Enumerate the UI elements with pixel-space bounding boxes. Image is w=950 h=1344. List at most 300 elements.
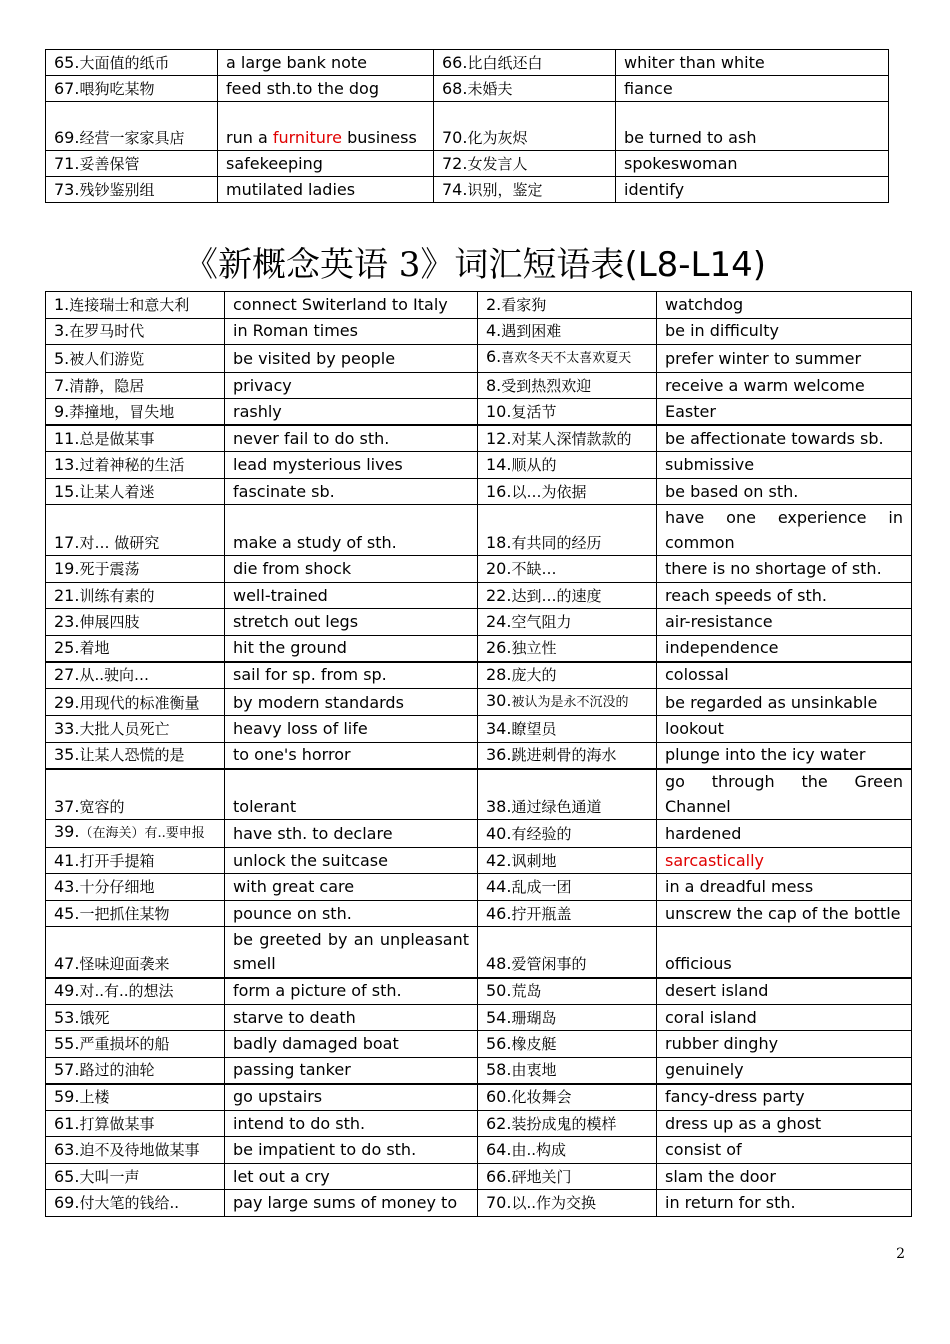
chinese-term: 装扮成鬼的模样 (511, 1114, 617, 1133)
chinese-term: 空气阻力 (511, 613, 572, 631)
item-number: 11. (54, 428, 80, 448)
english-term: be greeted by an unpleasant smell (233, 929, 469, 974)
chinese-term-cell (478, 847, 657, 874)
item-number: 70. (486, 1193, 512, 1213)
chinese-term: 爱管闲事的 (511, 955, 587, 974)
chinese-term: 讽刺地 (511, 851, 557, 870)
chinese-term-cell (478, 1137, 657, 1164)
english-term-cell (225, 978, 478, 1005)
item-number: 65. (54, 1166, 80, 1186)
vocab-row (46, 1110, 912, 1137)
item-number: 57. (54, 1060, 80, 1080)
item-number: 19. (54, 559, 80, 578)
item-number: 42. (486, 850, 512, 870)
item-number: 18. (486, 532, 512, 552)
chinese-term-cell (46, 318, 225, 345)
vocab-row (46, 820, 912, 848)
chinese-term-cell (46, 847, 225, 874)
chinese-term: 饿死 (79, 1008, 110, 1027)
english-term: run a (226, 127, 273, 147)
chinese-term: 上楼 (79, 1088, 110, 1107)
chinese-term-cell (46, 151, 218, 177)
english-term: there is no shortage of sth. (665, 559, 882, 578)
chinese-term-cell (478, 927, 657, 978)
english-term-cell (657, 1084, 912, 1111)
chinese-term: 大叫一声 (79, 1167, 140, 1186)
chinese-term-cell (46, 635, 225, 662)
chinese-term: 珊瑚岛 (511, 1008, 557, 1027)
english-term-cell (657, 1031, 912, 1058)
item-number: 25. (54, 638, 80, 657)
chinese-term: 对某人深情款款的 (511, 429, 632, 448)
vocab-row (46, 609, 912, 636)
vocab-row-group (46, 1084, 912, 1217)
english-term-cell (657, 874, 912, 901)
english-term: slam the door (665, 1166, 776, 1186)
chinese-term: 十分仔细地 (79, 878, 155, 897)
english-term-cell (225, 505, 478, 556)
english-term: rubber dinghy (665, 1034, 779, 1054)
chinese-term: 以…为依据 (511, 482, 587, 501)
chinese-term: 让某人恐慌的是 (79, 746, 185, 765)
english-term-cell (657, 847, 912, 874)
chinese-term-cell (46, 874, 225, 901)
english-term-cell (657, 742, 912, 769)
item-number: 38. (486, 796, 512, 816)
item-number: 39. (54, 822, 80, 842)
english-term-cell (657, 820, 912, 848)
chinese-term-cell (478, 478, 657, 505)
chinese-term-cell (46, 1163, 225, 1190)
title-lessons: (L8-L14) (624, 245, 767, 285)
chinese-term-cell (46, 820, 225, 848)
english-term-cell (225, 635, 478, 662)
item-number: 47. (54, 954, 80, 974)
chinese-term-cell (478, 635, 657, 662)
english-term: be impatient to do sth. (233, 1140, 417, 1160)
continued-vocab-table (45, 49, 889, 203)
chinese-term-cell (46, 102, 218, 151)
chinese-term: 大面值的纸币 (79, 53, 170, 72)
english-term-cell (225, 372, 478, 399)
english-term: fancy-dress party (665, 1087, 805, 1107)
english-term-cell (657, 927, 912, 978)
chinese-term: 被认为是永不沉没的 (511, 694, 629, 710)
english-term: identify (624, 179, 685, 199)
english-term: go through the Green Channel (665, 772, 903, 816)
chinese-term-cell (46, 716, 225, 743)
item-number: 63. (54, 1140, 80, 1160)
chinese-term-cell (478, 425, 657, 452)
chinese-term-cell (478, 292, 657, 319)
chinese-term-cell (478, 1084, 657, 1111)
vocab-row-group (46, 978, 912, 1084)
item-number: 23. (54, 612, 80, 631)
chinese-term: 识别，鉴定 (467, 180, 543, 199)
vocab-row-group (46, 292, 912, 426)
english-term: in Roman times (233, 321, 358, 341)
english-term: receive a warm welcome (665, 375, 865, 395)
vocab-row (46, 102, 889, 151)
item-number: 61. (54, 1113, 80, 1133)
english-term-cell (657, 505, 912, 556)
chinese-term-cell (478, 1110, 657, 1137)
english-term: air-resistance (665, 612, 773, 631)
item-number: 26. (486, 638, 512, 657)
chinese-term-cell (478, 1057, 657, 1084)
english-term-cell (657, 1057, 912, 1084)
chinese-term-cell (478, 1004, 657, 1031)
english-term: have one experience in common (665, 507, 903, 552)
chinese-term: 跳进刺骨的海水 (511, 746, 617, 765)
chinese-term: 庞大的 (511, 666, 557, 684)
english-term-cell (657, 582, 912, 609)
english-term: submissive (665, 455, 755, 474)
english-term: badly damaged boat (233, 1034, 399, 1054)
vocab-row (46, 425, 912, 452)
english-term: by modern standards (233, 692, 404, 712)
chinese-term: 对..有..的想法 (79, 982, 174, 1001)
item-number: 16. (486, 481, 512, 501)
chinese-term-cell (46, 688, 225, 716)
vocab-row (46, 478, 912, 505)
chinese-term: 比白纸还白 (467, 53, 543, 72)
item-number: 1. (54, 294, 70, 314)
chinese-term: 喜欢冬天不太喜欢夏天 (501, 351, 632, 366)
english-term-cell (218, 151, 434, 177)
chinese-term: 瞭望员 (511, 720, 557, 739)
english-term: in return for sth. (665, 1193, 796, 1213)
english-term: hit the ground (233, 638, 347, 657)
vocab-row (46, 1004, 912, 1031)
english-term: Easter (665, 401, 716, 421)
english-term-cell (657, 1137, 912, 1164)
vocab-row (46, 582, 912, 609)
chinese-term: 复活节 (511, 402, 557, 421)
english-term: pounce on sth. (233, 903, 352, 923)
chinese-term-cell (46, 609, 225, 636)
english-term-cell (657, 688, 912, 716)
item-number: 7. (54, 375, 70, 395)
english-term-cell (657, 345, 912, 373)
item-number: 22. (486, 585, 512, 605)
item-number: 48. (486, 954, 512, 974)
english-term-cell (657, 900, 912, 927)
chinese-term-cell (46, 927, 225, 978)
item-number: 12. (486, 428, 512, 448)
english-term-cell (225, 478, 478, 505)
item-number: 43. (54, 877, 80, 897)
chinese-term: 莽撞地，冒失地 (69, 402, 175, 421)
item-number: 72. (442, 153, 468, 173)
chinese-term: 路过的油轮 (79, 1061, 155, 1080)
highlighted-english-term: sarcastically (665, 850, 764, 870)
english-term: form a picture of sth. (233, 981, 402, 1001)
item-number: 21. (54, 585, 80, 605)
english-term: privacy (233, 375, 292, 395)
vocab-table-l8-l14 (45, 291, 912, 1217)
english-term: go upstairs (233, 1087, 323, 1107)
chinese-term-cell (46, 478, 225, 505)
english-term-cell (657, 292, 912, 319)
chinese-term-cell (46, 292, 225, 319)
english-term-cell (657, 662, 912, 689)
item-number: 67. (54, 78, 80, 98)
english-term-cell (225, 582, 478, 609)
item-number: 30. (486, 690, 512, 710)
english-term: whiter than white (624, 52, 765, 72)
chinese-term-cell (478, 716, 657, 743)
chinese-term-cell (46, 50, 218, 76)
chinese-term: 打开手提箱 (79, 851, 155, 870)
item-number: 64. (486, 1140, 512, 1160)
vocab-row (46, 345, 912, 373)
chinese-term: 由衷地 (511, 1061, 557, 1080)
item-number: 68. (442, 78, 468, 98)
english-term: plunge into the icy water (665, 745, 866, 765)
chinese-term-cell (46, 769, 225, 820)
english-term: mutilated ladies (226, 179, 356, 199)
chinese-term-cell (46, 1004, 225, 1031)
vocab-row (46, 1084, 912, 1111)
vocab-row (46, 318, 912, 345)
english-term-cell (616, 177, 889, 203)
english-term-cell (616, 76, 889, 102)
english-term: independence (665, 638, 779, 657)
item-number: 45. (54, 903, 80, 923)
chinese-term-cell (478, 399, 657, 426)
item-number: 28. (486, 665, 512, 684)
vocab-row (46, 716, 912, 743)
chinese-term-cell (434, 76, 616, 102)
chinese-term: 严重损坏的船 (79, 1035, 170, 1054)
item-number: 34. (486, 719, 512, 739)
english-term: watchdog (665, 294, 744, 314)
chinese-term-cell (46, 582, 225, 609)
chinese-term: 女发言人 (467, 154, 528, 173)
chinese-term-cell (46, 1137, 225, 1164)
item-number: 74. (442, 179, 468, 199)
chinese-term: 从..驶向… (79, 666, 149, 684)
item-number: 40. (486, 824, 512, 844)
chinese-term-cell (46, 978, 225, 1005)
item-number: 59. (54, 1087, 80, 1107)
vocab-row (46, 847, 912, 874)
chinese-term-cell (46, 900, 225, 927)
item-number: 54. (486, 1007, 512, 1027)
chinese-term: 达到…的速度 (511, 586, 602, 605)
english-term: be affectionate towards sb. (665, 428, 884, 448)
english-term-cell (225, 1084, 478, 1111)
vocab-row (46, 1057, 912, 1084)
vocab-row (46, 742, 912, 769)
english-term: have sth. to declare (233, 824, 393, 844)
chinese-term-cell (434, 177, 616, 203)
english-term: officious (665, 954, 732, 974)
english-term-cell (225, 1031, 478, 1058)
english-term: hardened (665, 824, 742, 844)
english-term-cell (657, 1163, 912, 1190)
vocab-row (46, 372, 912, 399)
english-term: lookout (665, 719, 724, 739)
chinese-term: 有共同的经历 (511, 533, 602, 552)
vocab-row (46, 874, 912, 901)
english-term: be visited by people (233, 349, 396, 368)
vocab-row (46, 978, 912, 1005)
vocab-row (46, 50, 889, 76)
english-term: spokeswoman (624, 153, 738, 173)
english-term: pay large sums of money to (233, 1193, 458, 1213)
vocab-row (46, 556, 912, 583)
english-term-cell (225, 847, 478, 874)
chinese-term-cell (478, 742, 657, 769)
english-term-cell (657, 425, 912, 452)
english-term: unscrew the cap of the bottle (665, 903, 901, 923)
english-term: well-trained (233, 585, 328, 605)
chinese-term: 喂狗吃某物 (79, 79, 155, 98)
english-term: passing tanker (233, 1060, 351, 1080)
english-term: dress up as a ghost (665, 1113, 822, 1133)
item-number: 62. (486, 1113, 512, 1133)
item-number: 56. (486, 1034, 512, 1054)
vocab-row-group (46, 662, 912, 769)
english-term: with great care (233, 877, 355, 897)
english-term: stretch out legs (233, 612, 359, 631)
chinese-term: 连接瑞士和意大利 (69, 295, 190, 314)
chinese-term-cell (478, 452, 657, 479)
chinese-term-cell (46, 399, 225, 426)
english-term-cell (225, 1163, 478, 1190)
item-number: 70. (442, 127, 468, 147)
chinese-term-cell (46, 1084, 225, 1111)
english-term-cell (218, 102, 434, 151)
english-term: colossal (665, 665, 729, 684)
english-term-cell (225, 609, 478, 636)
item-number: 5. (54, 349, 70, 368)
english-term-cell (225, 1110, 478, 1137)
chinese-term-cell (478, 582, 657, 609)
english-term-cell (225, 769, 478, 820)
english-term: consist of (665, 1140, 742, 1160)
chinese-term: 着地 (79, 639, 110, 657)
vocab-row (46, 505, 912, 556)
english-term-cell (657, 372, 912, 399)
english-term: coral island (665, 1007, 757, 1027)
english-term: heavy loss of life (233, 719, 368, 739)
english-term: lead mysterious lives (233, 455, 403, 474)
chinese-term-cell (46, 345, 225, 373)
chinese-term: 过着神秘的生活 (79, 456, 185, 474)
vocab-row (46, 292, 912, 319)
chinese-term-cell (478, 978, 657, 1005)
item-number: 71. (54, 153, 80, 173)
english-term-cell (657, 556, 912, 583)
english-term-cell (225, 1004, 478, 1031)
item-number: 65. (54, 52, 80, 72)
item-number: 60. (486, 1087, 512, 1107)
chinese-term-cell (478, 1031, 657, 1058)
item-number: 24. (486, 612, 512, 631)
chinese-term-cell (434, 50, 616, 76)
english-term: in a dreadful mess (665, 877, 814, 897)
chinese-term: 被人们游览 (69, 350, 145, 368)
item-number: 27. (54, 665, 80, 684)
english-term: rashly (233, 401, 282, 421)
item-number: 14. (486, 455, 512, 474)
chinese-term: 清静，隐居 (69, 376, 145, 395)
chinese-term: 化妆舞会 (511, 1088, 572, 1107)
chinese-term-cell (46, 372, 225, 399)
chinese-term: 不缺… (511, 560, 557, 578)
english-term: intend to do sth. (233, 1113, 366, 1133)
chinese-term: 打算做某事 (79, 1114, 155, 1133)
vocab-row (46, 662, 912, 689)
english-term-cell (225, 716, 478, 743)
chinese-term-cell (478, 609, 657, 636)
chinese-term-cell (46, 425, 225, 452)
item-number: 49. (54, 981, 80, 1001)
english-term: genuinely (665, 1060, 744, 1080)
chinese-term: 受到热烈欢迎 (501, 376, 592, 395)
vocab-row-group (46, 425, 912, 662)
english-term: tolerant (233, 796, 297, 816)
english-term-cell (657, 978, 912, 1005)
chinese-term-cell (478, 769, 657, 820)
item-number: 66. (486, 1166, 512, 1186)
vocab-row-group (46, 769, 912, 978)
chinese-term-cell (46, 1057, 225, 1084)
chinese-term: 对… 做研究 (79, 533, 160, 552)
chinese-term-cell (46, 1031, 225, 1058)
page-number: 2 (896, 1246, 905, 1262)
chinese-term: 遇到困难 (501, 322, 562, 341)
chinese-term: 宽容的 (79, 797, 125, 816)
item-number: 69. (54, 127, 80, 147)
item-number: 53. (54, 1007, 80, 1027)
english-term-cell (225, 688, 478, 716)
english-term: prefer winter to summer (665, 349, 862, 368)
chinese-term-cell (46, 662, 225, 689)
item-number: 13. (54, 455, 80, 474)
chinese-term: （在海关）有..要申报 (79, 826, 205, 842)
english-term-cell (657, 1110, 912, 1137)
english-term: let out a cry (233, 1166, 330, 1186)
chinese-term: 看家狗 (501, 295, 547, 314)
chinese-term-cell (46, 452, 225, 479)
english-term: connect Switerland to Italy (233, 294, 448, 314)
chinese-term: 顺从的 (511, 456, 557, 474)
english-term-cell (225, 452, 478, 479)
english-term-cell (616, 151, 889, 177)
chinese-term: 荒岛 (511, 982, 542, 1001)
english-term: never fail to do sth. (233, 428, 390, 448)
item-number: 3. (54, 321, 70, 341)
chinese-term: 经营一家家具店 (79, 128, 185, 147)
chinese-term: 通过绿色通道 (511, 797, 602, 816)
english-term: be turned to ash (624, 127, 757, 147)
chinese-term: 在罗马时代 (69, 322, 145, 341)
english-term: starve to death (233, 1007, 356, 1027)
chinese-term: 伸展四肢 (79, 613, 140, 631)
chinese-term-cell (46, 76, 218, 102)
english-term: to one's horror (233, 745, 351, 765)
vocab-row (46, 399, 912, 426)
page-title (0, 240, 950, 290)
chinese-term: 残钞鉴别组 (79, 180, 155, 199)
chinese-term-cell (478, 874, 657, 901)
chinese-term-cell (478, 556, 657, 583)
chinese-term-cell (434, 151, 616, 177)
